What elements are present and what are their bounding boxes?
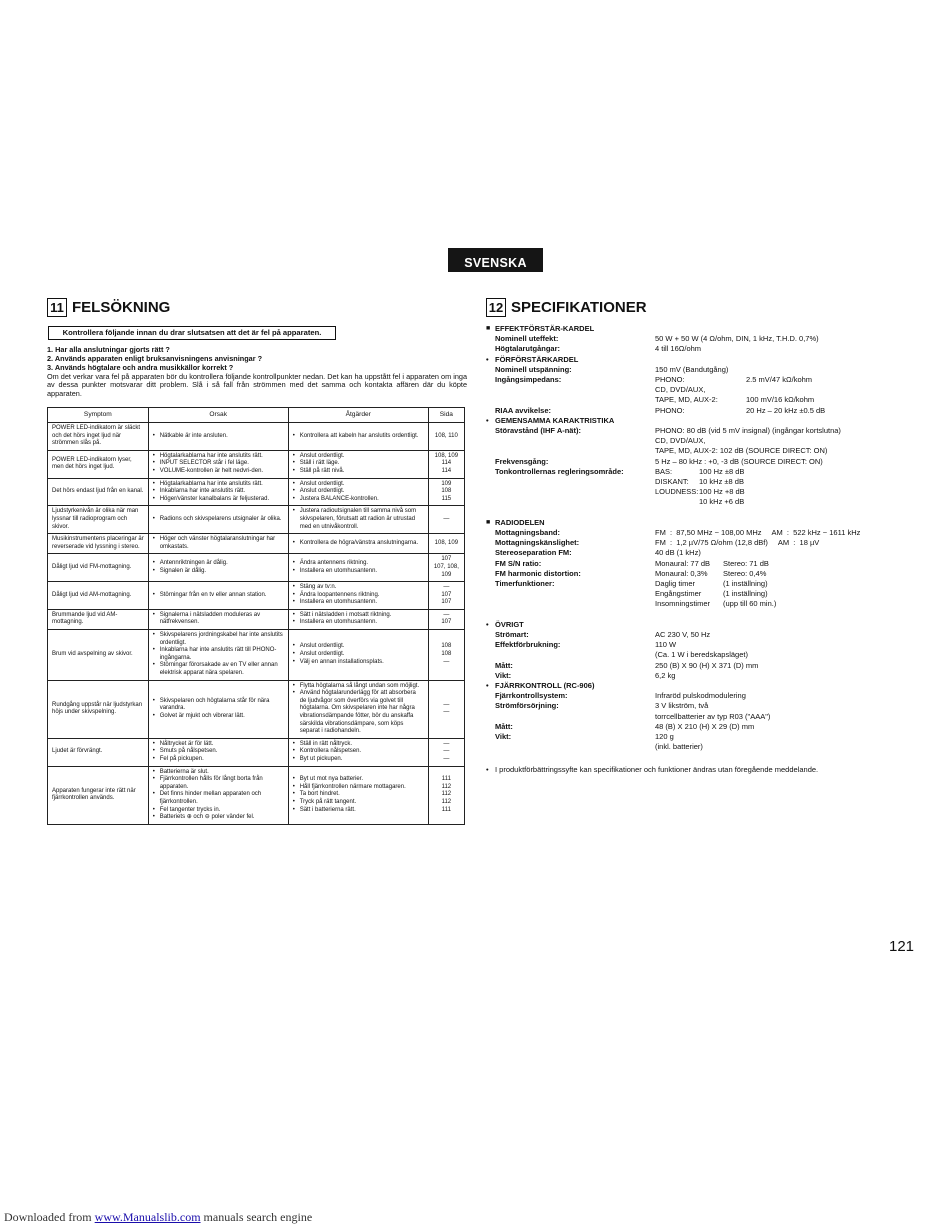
action-item: • Anslut ordentligt.: [293, 488, 424, 496]
page-ref-cell: [428, 766, 464, 824]
cause-cell: [148, 609, 288, 629]
action-item: • Anslut ordentligt.: [293, 651, 424, 659]
cause-cell: [148, 582, 288, 610]
spec-label: Fjärrkontrollsystem:: [495, 691, 568, 701]
spec-sub-label: Monaural: 0,3%: [655, 568, 708, 578]
page-ref-cell: [428, 478, 464, 506]
action-item: • Sätt i batterierna rätt.: [293, 807, 424, 815]
action-item: • Justera BALANCE-kontrollen.: [293, 496, 424, 504]
page-ref: —: [443, 748, 450, 755]
table-row: [48, 534, 465, 554]
felsokning-heading: [47, 298, 170, 317]
action-item: • Installera en utomhusantenn.: [293, 568, 424, 576]
spec-sub-value: Stereo: 0,4%: [723, 568, 767, 578]
cause-item: • Höger/vänster kanalbalans är feljusterad.: [153, 496, 284, 504]
cause-cell: [148, 534, 288, 554]
page-ref-cell: [428, 609, 464, 629]
spec-label: Störavstånd (IHF A-nät):: [495, 426, 581, 436]
cause-item: • Batteriets ⊕ och ⊖ poler vänder fel.: [153, 814, 284, 822]
page-ref: —: [443, 515, 450, 522]
action-cell: [288, 766, 428, 824]
specifikationer-heading: [486, 298, 647, 317]
cause-item: • INPUT SELECTOR står i fel läge.: [153, 460, 284, 468]
section-title: SPECIFIKATIONER: [511, 299, 647, 316]
spec-sub-value: Stereo: 71 dB: [723, 558, 769, 568]
spec-label: RIAA avvikelse:: [495, 405, 552, 415]
spec-label: Nominell uteffekt:: [495, 334, 559, 344]
specifications: [486, 324, 926, 775]
spec-sub-value: 100 Hz +8 dB: [699, 487, 745, 497]
page-ref: 115: [441, 495, 452, 502]
action-item: • Kontrollera de högra/vänstra anslutningarna.: [293, 540, 424, 548]
table-row: [48, 423, 465, 451]
page-ref: 108: [441, 651, 452, 658]
spec-value: [655, 375, 926, 406]
spec-row: [486, 548, 926, 558]
spec-value: 4 till 16Ω/ohm: [655, 344, 702, 354]
spec-row: [486, 375, 926, 406]
action-item: • Ställ på rätt nivå.: [293, 468, 424, 476]
action-item: • Ställ i rätt läge.: [293, 460, 424, 468]
spec-sub-label: TAPE, MD, AUX-2:: [655, 395, 718, 405]
column-header-sida: Sida: [428, 408, 464, 423]
spec-sub-label: PHONO:: [655, 375, 685, 385]
action-item: • Ändra antennens riktning.: [293, 560, 424, 568]
cause-item: • Signalen är dålig.: [153, 568, 284, 576]
cause-cell: [148, 450, 288, 478]
spec-sub-value: 100 mV/16 kΩ/kohm: [746, 395, 815, 405]
cause-item: • Högtalarkablarna har inte anslutits rätt.: [153, 453, 284, 461]
spec-value: AC 230 V, 50 Hz: [655, 630, 711, 640]
cause-item: • Högtalarkablarna har inte anslutits rätt.: [153, 481, 284, 489]
page-ref: 107: [441, 599, 452, 606]
table-row: [48, 554, 465, 582]
spec-sub-label: Daglig timer: [655, 579, 696, 589]
action-cell: [288, 450, 428, 478]
spec-value: 110 W: [655, 640, 677, 650]
spec-row: [486, 457, 926, 467]
page-ref: 107: [441, 619, 452, 626]
spec-sub-value: (1 inställning): [723, 579, 768, 589]
spec-sub-value: 100 Hz ±8 dB: [699, 466, 745, 476]
spec-label: Vikt:: [495, 732, 512, 742]
spec-value: FM : 87,50 MHz ~ 108,00 MHz AM : 522 kHz ~ 1611 kHz: [655, 528, 861, 538]
spec-label: Mått:: [495, 660, 513, 670]
spec-value: 120 g: [655, 732, 674, 742]
action-cell: [288, 478, 428, 506]
spec-label: Frekvensgång:: [495, 456, 549, 466]
table-row: [48, 738, 465, 766]
action-cell: [288, 506, 428, 534]
spec-value: (Ca. 1 W i beredskapsläget): [655, 650, 748, 660]
table-row: [48, 630, 465, 681]
table-header-row: [48, 408, 465, 423]
action-item: • Kontrollera nålspetsen.: [293, 748, 424, 756]
cause-item: • Antennriktningen är dålig.: [153, 560, 284, 568]
spec-sub-label: Insomningstimer: [655, 599, 711, 609]
action-item: • Anslut ordentligt.: [293, 481, 424, 489]
page-ref: 112: [441, 798, 452, 805]
cause-item: • Fjärrkontrollen hålls för långt borta från apparaten.: [153, 776, 284, 791]
spec-group-heading: • FÖRFÖRSTÄRKARDEL: [486, 355, 926, 365]
symptom-cell: POWER LED-indikatorn lyser, men det hörs inget ljud.: [48, 450, 149, 478]
page-ref: 112: [441, 783, 452, 790]
cause-cell: [148, 423, 288, 451]
page-ref: —: [443, 755, 450, 762]
symptom-cell: Musikinstrumentens placeringar är reverserade vid lyssning i stereo.: [48, 534, 149, 554]
spec-group-heading: • GEMENSAMMA KARAKTRISTIKA: [486, 416, 926, 426]
page-ref-cell: [428, 680, 464, 738]
cause-cell: [148, 478, 288, 506]
spec-row: [486, 406, 926, 416]
cause-item: • Nåltrycket är för lätt.: [153, 741, 284, 749]
spec-sub-value: (1 inställning): [723, 589, 768, 599]
spec-value: 250 (B) X 90 (H) X 371 (D) mm: [655, 660, 759, 670]
action-item: • Välj en annan installationsplats.: [293, 659, 424, 667]
table-row: [48, 609, 465, 629]
page-ref: 107, 108, 109: [433, 563, 459, 578]
symptom-cell: Brummande ljud vid AM-mottagning.: [48, 609, 149, 629]
spec-value: 6,2 kg: [655, 670, 676, 680]
symptom-cell: Rundgång uppstår när ljudstyrkan höjs under skivspelning.: [48, 680, 149, 738]
spec-label: Strömförsörjning:: [495, 701, 559, 711]
spec-group-heading: ■ EFFEKTFÖRSTÄR-KARDEL: [486, 324, 926, 334]
cause-cell: [148, 630, 288, 681]
action-item: • Stäng av tv:n.: [293, 584, 424, 592]
symptom-cell: Brum vid avspelning av skivor.: [48, 630, 149, 681]
footer-suffix: manuals search engine: [200, 1210, 313, 1224]
page-ref-cell: [428, 534, 464, 554]
table-row: [48, 766, 465, 824]
table-row: [48, 680, 465, 738]
spec-row: [486, 426, 926, 457]
spec-label: Vikt:: [495, 670, 512, 680]
spec-sub-value: (upp till 60 min.): [723, 599, 777, 609]
spec-row: [486, 344, 926, 354]
action-cell: [288, 423, 428, 451]
spec-sub-value: 2.5 mV/47 kΩ/kohm: [746, 375, 813, 385]
spec-row: [486, 538, 926, 548]
manualslib-link[interactable]: www.Manualslib.com: [94, 1210, 201, 1224]
column-header-orsak: Orsak: [148, 408, 288, 423]
cause-item: • Signalerna i nätsladden moduleras av nätfrekvensen.: [153, 612, 284, 627]
page-ref: 107: [441, 591, 452, 598]
page-ref-cell: [428, 582, 464, 610]
page-ref: 114: [441, 460, 452, 467]
page-ref: 108, 110: [434, 432, 458, 439]
page-ref: 111: [441, 806, 451, 813]
question-item: 3. Används högtalare och andra musikkällor korrekt ?: [47, 363, 234, 372]
cause-item: • Inkablarna har inte anslutits rätt till PHONO-ingångarna.: [153, 647, 284, 662]
spec-label: Timerfunktioner:: [495, 579, 555, 589]
action-item: • Kontrollera att kabeln har anslutits ordentligt.: [293, 433, 424, 441]
page-ref: —: [443, 658, 450, 665]
question-item: 2. Används apparaten enligt bruksanvisningens anvisningar ?: [47, 354, 263, 363]
spec-value: 50 W + 50 W (4 Ω/ohm, DIN, 1 kHz, T.H.D. 0,7%): [655, 334, 819, 344]
spec-label: Ingångsimpedans:: [495, 375, 562, 385]
action-cell: [288, 534, 428, 554]
troubleshooting-intro: Om det verkar vara fel på apparaten bör du kontrollera följande kontrollpunkter nedan. Det kan ha uppstått fel i apparaten om inga av dessa punkter motsvarar ditt problem. Slå i så fall från strömmen med det samma och kontakta affären där du köpte apparaten.: [47, 372, 467, 398]
cause-item: • Störningar förorsakade av en TV eller annan elektrisk apparat nära spelaren.: [153, 662, 284, 677]
spec-sub-value: 20 Hz – 20 kHz ±0.5 dB: [746, 405, 826, 415]
cause-item: • Batterierna är slut.: [153, 769, 284, 777]
spec-label: Högtalarutgångar:: [495, 344, 561, 354]
spec-row: [486, 640, 926, 660]
symptom-cell: Ljudet är förvrängt.: [48, 738, 149, 766]
cause-item: • Inkablarna har inte anslutits rätt.: [153, 488, 284, 496]
action-cell: [288, 680, 428, 738]
spec-note: • I produktförbättringssyfte kan specifikationer och funktioner ändras utan föregående meddelande.: [486, 765, 926, 775]
page-ref: 108, 109: [434, 452, 459, 459]
spec-row: [486, 528, 926, 538]
language-tab: SVENSKA: [448, 248, 543, 272]
cause-cell: [148, 554, 288, 582]
page-ref: —: [443, 740, 450, 747]
spec-label: Strömart:: [495, 630, 529, 640]
spec-label: Stereoseparation FM:: [495, 548, 572, 558]
action-item: • Anslut ordentligt.: [293, 453, 424, 461]
page-ref: 108: [441, 643, 452, 650]
spec-row: [486, 722, 926, 732]
spec-sub-label: PHONO:: [655, 405, 685, 415]
spec-value: PHONO: 80 dB (vid 5 mV insignal) (ingångar kortslutna): [655, 426, 841, 436]
action-cell: [288, 554, 428, 582]
symptom-cell: Dåligt ljud vid AM-mottagning.: [48, 582, 149, 610]
spec-row: [486, 671, 926, 681]
page-number: 121: [889, 938, 915, 955]
spec-label: Mottagningsband:: [495, 528, 560, 538]
spec-value: torrcellbatterier av typ R03 ("AAA"): [655, 711, 771, 721]
symptom-cell: POWER LED-indikatorn är släckt och det hörs inget ljud när strömmen slås på.: [48, 423, 149, 451]
spec-value: 48 (B) X 210 (H) X 29 (D) mm: [655, 721, 755, 731]
spec-group-heading: ■ RADIODELEN: [486, 518, 926, 528]
question-item: 1. Har alla anslutningar gjorts rätt ?: [47, 345, 170, 354]
spec-label: Mottagningskänslighet:: [495, 538, 580, 548]
spec-row: [486, 334, 926, 344]
spec-sub-label: LOUDNESS:: [655, 487, 699, 497]
spec-label: Tonkontrollernas regleringsområde:: [495, 466, 624, 476]
action-item: • Ändra loopantennens riktning.: [293, 592, 424, 600]
column-header-atgarder: Åtgärder: [288, 408, 428, 423]
symptom-cell: Ljudstyrkenivån är olika när man lyssnar till radioprogram och skivor.: [48, 506, 149, 534]
cause-item: • Fel på pickupen.: [153, 756, 284, 764]
spec-group-heading: • ÖVRIGT: [486, 620, 926, 630]
page-ref: 112: [441, 791, 452, 798]
page-ref: 107: [441, 556, 452, 563]
spec-row: [486, 569, 926, 579]
spec-value: FM : 1,2 µV/75 Ω/ohm (12,8 dBf) AM : 18 µV: [655, 538, 820, 548]
action-cell: [288, 630, 428, 681]
action-cell: [288, 738, 428, 766]
spec-row: [486, 467, 926, 508]
spec-group-heading: • FJÄRRKONTROLL (RC-906): [486, 681, 926, 691]
spec-row: [486, 579, 926, 610]
spec-value: 150 mV (Bandutgång): [655, 364, 729, 374]
cause-cell: [148, 738, 288, 766]
cause-item: • Smuts på nålspetsen.: [153, 748, 284, 756]
action-item: • Sätt i nätsladden i motsatt riktning.: [293, 612, 424, 620]
action-item: • Tryck på rätt tangent.: [293, 799, 424, 807]
action-item: • Installera en utomhusantenn.: [293, 599, 424, 607]
troubleshooting-rows: [48, 423, 465, 825]
cause-cell: [148, 506, 288, 534]
check-notice: Kontrollera följande innan du drar slutsatsen att det är fel på apparaten.: [48, 326, 336, 340]
cause-item: • Höger och vänster högtalaranslutningar har omkastats.: [153, 536, 284, 551]
spec-label: Mått:: [495, 721, 513, 731]
action-item: • Byt ut mot nya batterier.: [293, 776, 424, 784]
cause-item: • Skivspelarens jordningskabel har inte anslutits ordentligt.: [153, 632, 284, 647]
cause-cell: [148, 766, 288, 824]
spec-row: [486, 365, 926, 375]
symptom-cell: Dåligt ljud vid FM-mottagning.: [48, 554, 149, 582]
spec-row: [486, 691, 926, 701]
spec-sub-label: Engångstimer: [655, 589, 702, 599]
spec-sub-value: 10 kHz +6 dB: [699, 497, 745, 507]
cause-item: • VOLUME-kontrollen är helt nedvri-den.: [153, 468, 284, 476]
cause-item: • Radions och skivspelarens utsignaler är olika.: [153, 516, 284, 524]
page-ref-cell: [428, 630, 464, 681]
spec-value: CD, DVD/AUX,: [655, 436, 706, 446]
section-title: FELSÖKNING: [72, 299, 171, 316]
spec-row: [486, 661, 926, 671]
page-ref-cell: [428, 423, 464, 451]
cause-cell: [148, 680, 288, 738]
table-row: [48, 450, 465, 478]
page-ref: —: [443, 611, 450, 618]
action-item: • Ta bort hindret.: [293, 791, 424, 799]
spec-sub-label: BAS:: [655, 466, 673, 476]
page-ref: 108, 109: [434, 539, 459, 546]
table-row: [48, 582, 465, 610]
spec-value: 5 Hz – 80 kHz : +0, -3 dB (SOURCE DIRECT: ON): [655, 456, 823, 466]
page-ref-cell: [428, 450, 464, 478]
page-ref: —: [443, 584, 450, 591]
section-number: 11: [47, 298, 67, 317]
spec-label: Nominell utspänning:: [495, 364, 572, 374]
spec-row: [486, 732, 926, 752]
spec-sub-value: 10 kHz ±8 dB: [699, 477, 744, 487]
spec-value: (inkl. batterier): [655, 742, 703, 752]
spec-value: TAPE, MD, AUX-2: 102 dB (SOURCE DIRECT: ON): [655, 446, 828, 456]
page-ref: 114: [441, 467, 452, 474]
action-cell: [288, 609, 428, 629]
footer-prefix: Downloaded from: [4, 1210, 95, 1224]
section-number: 12: [486, 298, 506, 317]
action-cell: [288, 582, 428, 610]
action-item: • Anslut ordentligt.: [293, 643, 424, 651]
action-item: • Använd högtalarunderlägg för att absorbera de ljudvågor som överförs via golvet till högtalarna. Om skivspelaren inte har några vibrationsdämpande fötter, bör du anskaffa särskilda vibrationsdämpare, som köps separat i radiohandeln.: [293, 690, 424, 736]
spec-value: Infraröd pulskodmodulering: [655, 691, 746, 701]
cause-item: • Störningar från en tv eller annan station.: [153, 592, 284, 600]
spec-label: FM S/N ratio:: [495, 558, 542, 568]
spec-row: [486, 630, 926, 640]
table-row: [48, 478, 465, 506]
spec-row: [486, 559, 926, 569]
spec-sub-label: CD, DVD/AUX,: [655, 385, 706, 395]
spec-row: [486, 701, 926, 721]
action-item: • Justera radioutsignalen till samma nivå som skivspelaren, förutsatt att radion är utrustad med en utnivåkontroll.: [293, 508, 424, 531]
spec-label: FM harmonic distortion:: [495, 568, 581, 578]
cause-item: • Nätkable är inte ansluten.: [153, 433, 284, 441]
troubleshooting-table: [47, 407, 465, 825]
action-item: • Ställ in rätt nåltryck.: [293, 741, 424, 749]
symptom-cell: Apparaten fungerar inte rätt när fjärrkontrollen används.: [48, 766, 149, 824]
action-item: • Håll fjärrkontrollen närmare mottagaren.: [293, 784, 424, 792]
page-ref-cell: [428, 506, 464, 534]
spec-label: Effektförbrukning:: [495, 640, 561, 650]
table-row: [48, 506, 465, 534]
column-header-symptom: Symptom: [48, 408, 149, 423]
page-ref: 108: [441, 488, 452, 495]
page-ref-cell: [428, 738, 464, 766]
cause-item: • Fel tangenter trycks in.: [153, 807, 284, 815]
action-item: • Installera en utomhusantenn.: [293, 619, 424, 627]
page-ref: —: [443, 701, 450, 708]
action-item: • Byt ut pickupen.: [293, 756, 424, 764]
check-questions: [47, 345, 467, 372]
page-ref: 111: [441, 776, 451, 783]
action-item: • Flytta högtalarna så långt undan som möjligt.: [293, 683, 424, 691]
spec-value: 3 V likström, två: [655, 701, 709, 711]
spec-sub-label: DISKANT:: [655, 477, 689, 487]
page-ref-cell: [428, 554, 464, 582]
cause-item: • Golvet är mjukt och vibrerar lätt.: [153, 713, 284, 721]
page-ref: —: [443, 709, 450, 716]
cause-item: • Skivspelaren och högtalarna står för nära varandra.: [153, 698, 284, 713]
symptom-cell: Det hörs endast ljud från en kanal.: [48, 478, 149, 506]
spec-value: 40 dB (1 kHz): [655, 548, 701, 558]
cause-item: • Det finns hinder mellan apparaten och fjärrkontrollen.: [153, 791, 284, 806]
page-ref: 109: [441, 480, 452, 487]
footer: [4, 1210, 312, 1225]
spec-sub-label: Monaural: 77 dB: [655, 558, 711, 568]
